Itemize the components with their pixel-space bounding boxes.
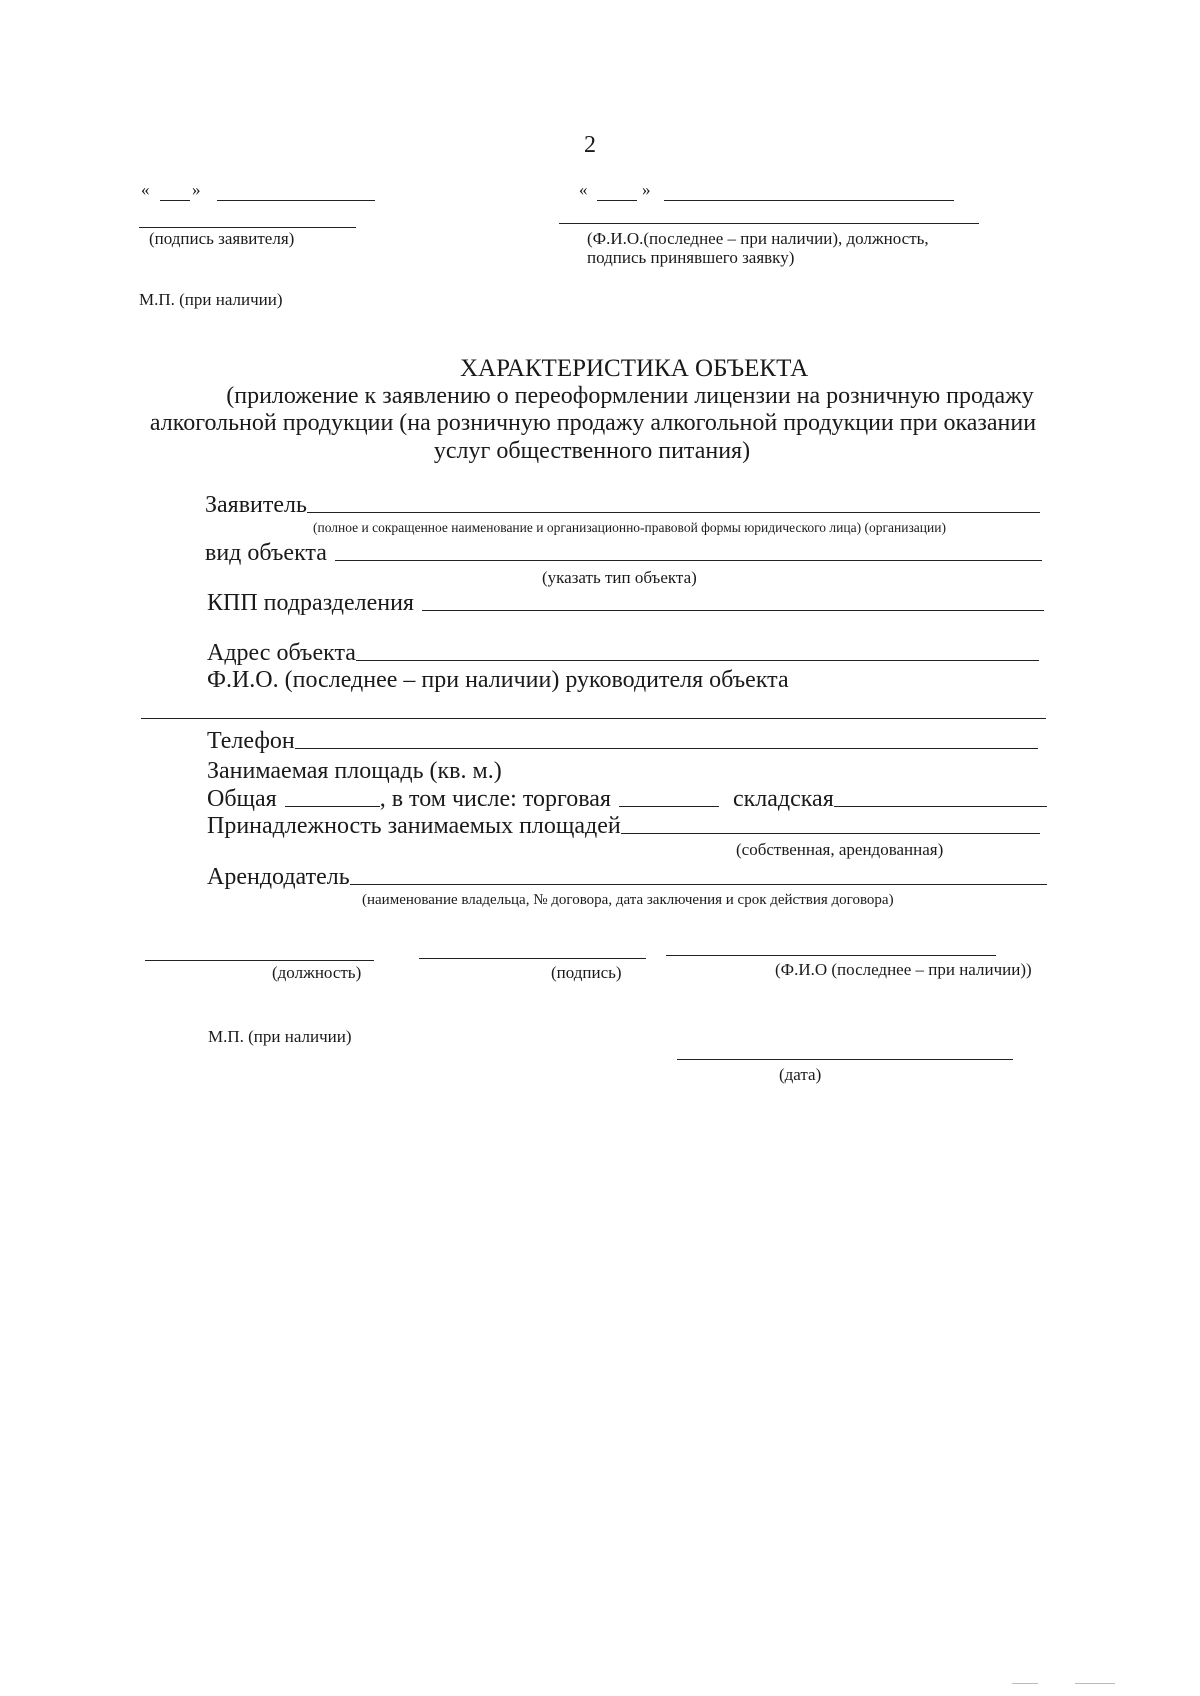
applicant-input-line[interactable]: [307, 512, 1040, 513]
kpp-label: КПП подразделения: [207, 590, 414, 616]
footer-stamp-note: М.П. (при наличии): [208, 1027, 352, 1046]
subtitle-line2: алкогольной продукции (на розничную продажу алкогольной продукции при оказании: [149, 410, 1037, 436]
subtitle-line1: (приложение к заявлению о переоформлении лицензии на розничную продажу: [226, 383, 1034, 409]
page-number: 2: [584, 132, 596, 158]
including-label: , в том числе: торговая: [379, 786, 611, 812]
header-stamp-note: М.П. (при наличии): [139, 290, 283, 309]
receiver-signature-line[interactable]: [559, 223, 979, 224]
left-date-quote-open: «: [141, 180, 150, 199]
scan-artifact-mark: [1012, 1683, 1038, 1684]
name-line[interactable]: [666, 955, 996, 956]
object-type-row: [205, 540, 1042, 567]
phone-label: Телефон: [207, 728, 295, 754]
scan-artifact-mark: [1075, 1683, 1115, 1684]
applicant-signature-line[interactable]: [139, 227, 356, 228]
address-row: [207, 640, 1039, 667]
signature-line[interactable]: [419, 958, 646, 959]
applicant-label: Заявитель: [205, 492, 307, 518]
date-line[interactable]: [677, 1059, 1013, 1060]
applicant-signature-caption: (подпись заявителя): [149, 229, 295, 248]
manager-input-line[interactable]: [141, 718, 1046, 719]
storage-area-label: складская: [732, 786, 834, 812]
phone-input-line[interactable]: [295, 748, 1038, 749]
ownership-input-line[interactable]: [621, 833, 1040, 834]
subtitle-line3: услуг общественного питания): [433, 438, 751, 464]
kpp-row: [207, 590, 1044, 617]
applicant-hint: (полное и сокращенное наименование и организационно-правовой формы юридического лица) (организации): [313, 520, 946, 535]
phone-row: [207, 728, 1038, 755]
total-area-label: Общая: [207, 786, 277, 812]
address-label: Адрес объекта: [207, 640, 356, 666]
left-date-quote-close: »: [192, 180, 201, 199]
right-date-quote-open: «: [579, 180, 588, 199]
document-title: ХАРАКТЕРИСТИКА ОБЪЕКТА: [460, 355, 809, 382]
landlord-row: [207, 864, 1047, 891]
left-month-line[interactable]: [217, 200, 375, 201]
right-date-quote-close: »: [642, 180, 651, 199]
landlord-input-line[interactable]: [350, 884, 1047, 885]
total-area-input-line[interactable]: [285, 806, 380, 807]
kpp-input-line[interactable]: [422, 610, 1044, 611]
address-input-line[interactable]: [356, 660, 1039, 661]
ownership-hint: (собственная, арендованная): [736, 840, 944, 859]
object-type-label: вид объекта: [205, 540, 327, 566]
left-day-line[interactable]: [160, 200, 190, 201]
landlord-label: Арендодатель: [207, 864, 350, 890]
storage-area-input-line[interactable]: [834, 806, 1047, 807]
receiver-caption-line2: подпись принявшего заявку): [587, 248, 795, 267]
date-caption: (дата): [779, 1065, 822, 1084]
receiver-caption-line1: (Ф.И.О.(последнее – при наличии), должность,: [587, 229, 929, 248]
object-type-input-line[interactable]: [335, 560, 1042, 561]
name-caption: (Ф.И.О (последнее – при наличии)): [775, 960, 1032, 979]
position-caption: (должность): [272, 963, 362, 982]
ownership-label: Принадлежность занимаемых площадей: [207, 813, 621, 839]
ownership-row: [207, 813, 1040, 840]
object-type-hint: (указать тип объекта): [542, 568, 697, 587]
right-day-line[interactable]: [597, 200, 637, 201]
area-label: Занимаемая площадь (кв. м.): [207, 758, 502, 784]
landlord-hint: (наименование владельца, № договора, дата заключения и срок действия договора): [362, 892, 894, 908]
right-month-line[interactable]: [664, 200, 954, 201]
retail-area-input-line[interactable]: [619, 806, 719, 807]
area-values-row: [207, 786, 1047, 813]
applicant-row: [205, 492, 1040, 519]
position-line[interactable]: [145, 960, 374, 961]
manager-label: Ф.И.О. (последнее – при наличии) руководителя объекта: [207, 667, 789, 693]
signature-caption: (подпись): [551, 963, 622, 982]
